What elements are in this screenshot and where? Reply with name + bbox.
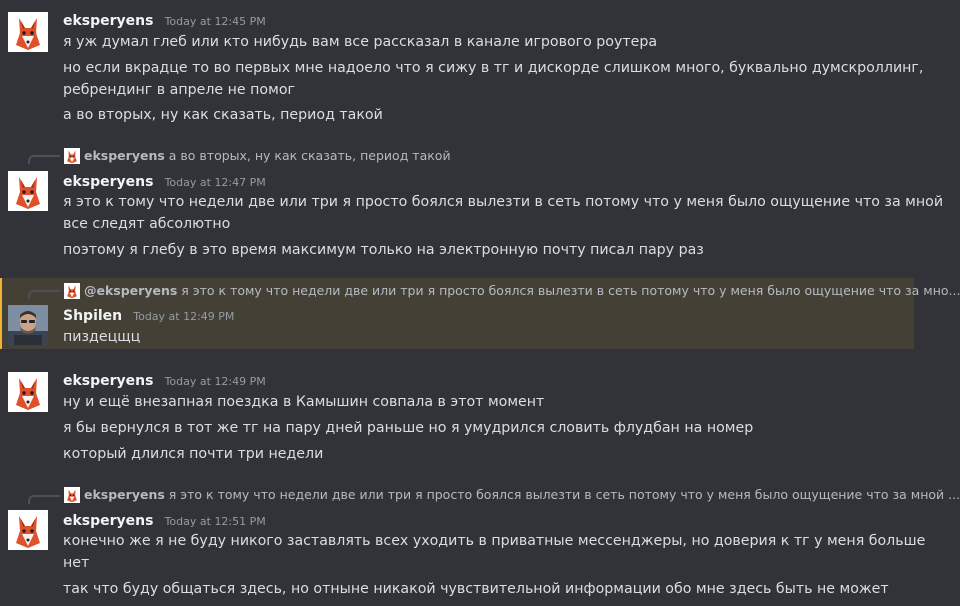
message-header — [63, 305, 234, 324]
timestamp[interactable]: Today at 12:47 PM — [164, 176, 266, 189]
message-text: я бы вернулся в тот же тг на пару дней раньше но я умудрился словить флудбан на номер — [63, 420, 754, 436]
fox-avatar-icon — [64, 487, 80, 503]
username[interactable]: eksperyens — [63, 174, 154, 190]
reply-preview[interactable] — [84, 487, 960, 502]
fox-avatar-icon — [64, 283, 80, 299]
message-text: но если вкрадце то во первых мне надоело что я сижу в тг и дискорде слишком много, буквально думскроллинг, — [63, 60, 924, 76]
message-text: пиздецщц — [63, 329, 141, 345]
reply-connector — [28, 495, 60, 504]
reply-preview[interactable] — [84, 148, 876, 163]
fox-avatar-icon — [8, 12, 48, 52]
username[interactable]: eksperyens — [63, 513, 154, 529]
message — [0, 0, 924, 140]
message-header — [63, 510, 266, 529]
message-header — [63, 370, 266, 389]
avatar[interactable] — [8, 510, 48, 550]
avatar[interactable] — [8, 12, 48, 52]
reply-avatar — [64, 283, 80, 299]
fox-avatar-icon — [8, 171, 48, 211]
message — [0, 140, 944, 278]
reply-username[interactable]: @eksperyens — [84, 283, 178, 298]
message-text: я уж думал глеб или кто нибудь вам все рассказал в канале игрового роутера — [63, 34, 658, 50]
message — [0, 480, 960, 606]
username[interactable]: eksperyens — [63, 373, 154, 389]
message-text: все следят абсолютно — [63, 216, 231, 232]
message-text: так что буду общаться здесь, но отныне никакой чувствительной информации обо мне здесь быть не может — [63, 581, 889, 597]
fox-avatar-icon — [8, 372, 48, 412]
reply-username[interactable]: eksperyens — [84, 487, 165, 502]
message-text: нет — [63, 555, 90, 571]
person-avatar-icon — [8, 305, 48, 345]
username[interactable]: Shpilen — [63, 308, 123, 324]
timestamp[interactable]: Today at 12:51 PM — [164, 515, 266, 528]
reply-preview[interactable] — [84, 283, 960, 298]
message-text: который длился почти три недели — [63, 446, 324, 462]
reply-avatar — [64, 148, 80, 164]
message-text: я это к тому что недели две или три я просто боялся вылезти в сеть потому что у меня было ощущение что за мной — [63, 194, 944, 210]
reply-avatar — [64, 487, 80, 503]
fox-avatar-icon — [64, 148, 80, 164]
message-text: ребрендинг в апреле не помог — [63, 82, 295, 98]
message-text: поэтому я глебу в это время максимум только на электронную почту писал пару раз — [63, 242, 704, 258]
avatar[interactable] — [8, 171, 48, 211]
reply-connector — [28, 155, 60, 164]
message — [0, 360, 914, 480]
avatar[interactable] — [8, 372, 48, 412]
message-text: ну и ещё внезапная поездка в Камышин совпала в этот момент — [63, 394, 545, 410]
fox-avatar-icon — [8, 510, 48, 550]
reply-text: я это к тому что недели две или три я просто боялся вылезти в сеть потому что у меня было ощущение что за мной ... — [168, 487, 960, 502]
timestamp[interactable]: Today at 12:45 PM — [164, 15, 266, 28]
message-header — [63, 171, 266, 190]
message-mention-highlighted — [0, 278, 960, 349]
reply-text: а во вторых, ну как сказать, период такой — [168, 148, 451, 163]
reply-text: я это к тому что недели две или три я просто боялся вылезти в сеть потому что у меня было ощущение что за мно... — [181, 283, 960, 298]
reply-connector — [28, 290, 60, 299]
avatar[interactable] — [8, 305, 48, 345]
reply-username[interactable]: eksperyens — [84, 148, 165, 163]
message-text: конечно же я не буду никого заставлять всех уходить в приватные мессенджеры, но доверия к тг у меня больше — [63, 533, 926, 549]
message-header — [63, 10, 266, 29]
username[interactable]: eksperyens — [63, 13, 154, 29]
timestamp[interactable]: Today at 12:49 PM — [164, 375, 266, 388]
message-text: а во вторых, ну как сказать, период такой — [63, 107, 383, 123]
timestamp[interactable]: Today at 12:49 PM — [133, 310, 235, 323]
